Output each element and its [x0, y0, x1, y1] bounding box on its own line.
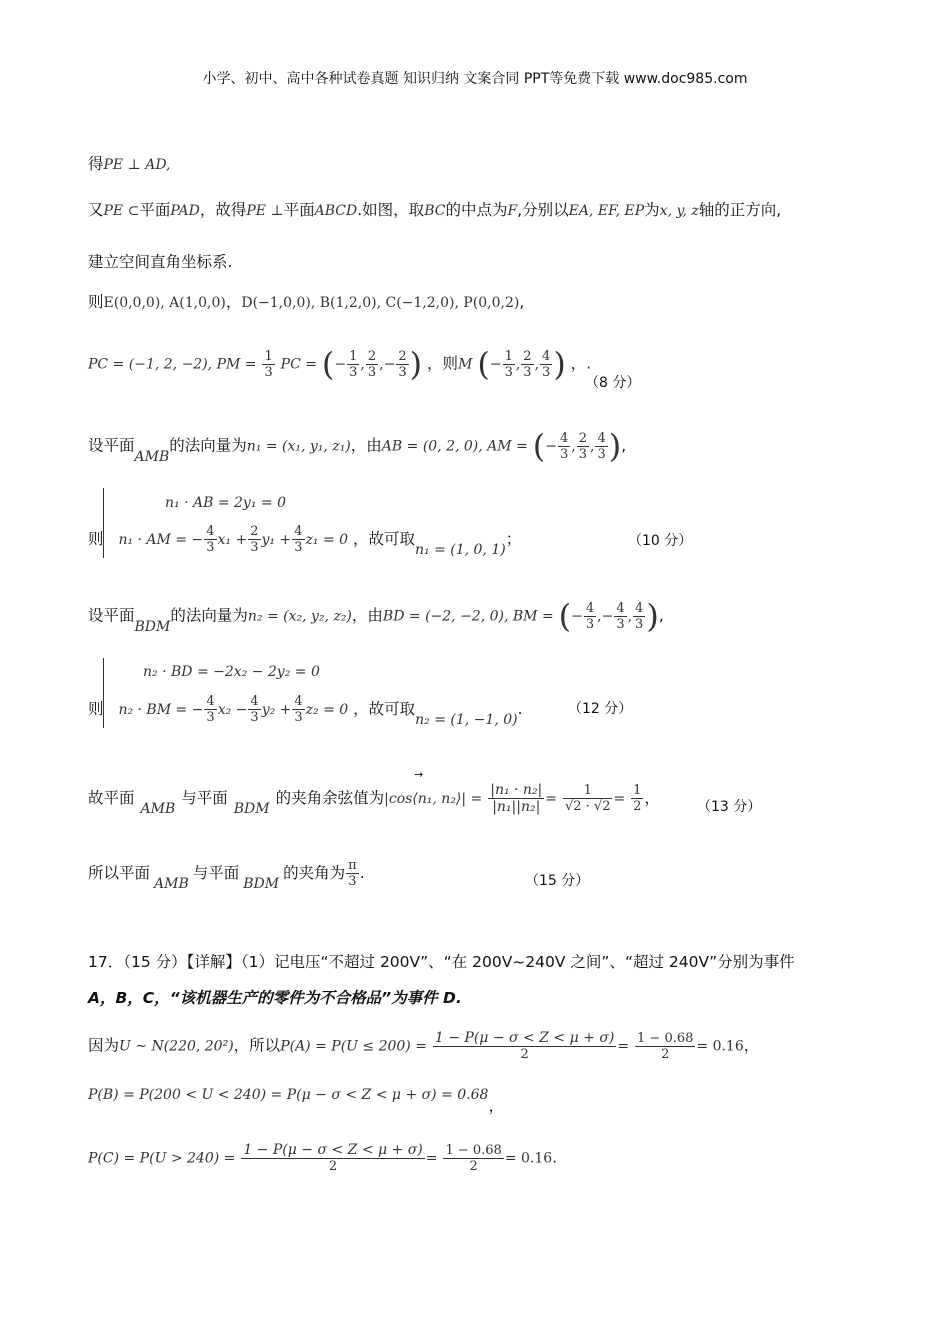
line-system-bdm: 则 n₂ · BM = − $\frac{4}{3}$ x₂ − $\frac{4}{3}$ y₂ + $\frac{4}{3}$ z₂ = 0 ，故可取n₂ = (1, −1, 0).	[88, 694, 523, 728]
text: 则	[88, 293, 104, 311]
line-problem-17: 17．（15 分）【详解】（1）记电压“不超过 200V”、“在 200V~240V 之间”、“超过 240V”分别为事件	[88, 953, 795, 971]
line-system-amb: 则 n₁ · AM = − $\frac{4}{3}$ x₁ + $\frac{2}{3}$ y₁ + $\frac{4}{3}$ z₁ = 0 ，故可取n₁ = (1, 0, 1)；	[88, 524, 522, 558]
text: 设平面	[88, 436, 135, 455]
math: PE ⊂	[103, 203, 140, 219]
line-plane-amb-normal: 设平面AMB的法向量为n₁ = (x₁, y₁, z₁)，由AB = (0, 2, 0), AM = (− $\frac{4}{3}$ , $\frac{2}{3}$ , $\frac{4}{3}$ ),	[88, 427, 627, 465]
text: 又	[88, 201, 104, 219]
line-pb: P(B) = P(200 < U < 240) = P(μ − σ < Z < μ + σ) = 0.68，	[88, 1087, 504, 1115]
line-plane-bdm-normal: 设平面BDM的法向量为n₂ = (x₂, y₂, z₂)，由BD = (−2, −2, 0), BM = (− $\frac{4}{3}$ ,− $\frac{4}{3}$ , $\frac{4}{3}$ ),	[88, 597, 664, 635]
text: ，由	[351, 606, 383, 625]
line-cosine: 故平面AMB与平面BDM的夹角余弦值为|cos⟨n₁, n₂⟩| = $\frac{\text{|n₁ · n₂|}}{\text{|n₁||n₂|}}$ = $\frac{1}{√2 \cdot √2}$ = $\frac{1}{2}$ ，	[88, 782, 660, 817]
math: n₂ = (x₂, y₂, z₂)	[247, 608, 352, 625]
score-15: （15 分）	[525, 873, 590, 889]
text: 所以平面	[88, 864, 151, 882]
text: 的法向量为	[170, 606, 248, 625]
page-header: 小学、初中、高中各种试卷真题 知识归纳 文案合同 PPT等免费下载 www.doc985.com	[202, 71, 748, 87]
line-coordinate-setup	[88, 198, 781, 220]
vector-arrow: →	[414, 768, 424, 781]
score-12: （12 分）	[568, 701, 633, 717]
math: AMB	[134, 448, 170, 465]
math: BDM	[243, 876, 280, 892]
math: ABCD	[314, 203, 358, 219]
math: n₁ = (1, 0, 1)	[414, 542, 506, 558]
math: D(−1,0,0), B(1,2,0), C(−1,2,0), P(0,0,2)	[241, 295, 520, 311]
text: ,分别以	[517, 201, 569, 219]
text: 平面	[139, 201, 171, 219]
math: F	[507, 203, 518, 219]
text: ，.	[570, 354, 592, 373]
text: ，	[225, 293, 242, 311]
text: 故平面	[88, 789, 135, 807]
math: n₁ = (x₁, y₁, z₁)	[246, 438, 351, 455]
text: 与平面	[192, 864, 240, 882]
math: PE ⊥ AD,	[103, 157, 171, 173]
text: ，则	[427, 354, 459, 373]
math: AMB	[140, 801, 176, 817]
math: PC = (−1, 2, −2), PM =	[88, 356, 257, 373]
text: 的夹角为	[283, 864, 346, 882]
line-pa: 因为U ~ N(220, 20²)，所以P(A) = P(U ≤ 200) = $\frac{1 - P(\mu - \sigma < Z < \mu + \sigma)}{2}$ = $\frac{1 - 0.68}{2}$ = 0.16，	[88, 1030, 760, 1062]
line-angle: 所以平面AMB与平面BDM的夹角为 $\frac{\pi}{3}$ .	[88, 858, 365, 892]
math: BC	[424, 203, 446, 219]
score-8: （8 分）	[585, 375, 641, 391]
math: U ~ N(220, 20²)	[119, 1038, 234, 1055]
fraction: $\frac{\text{|n₁ · n₂|}}{\text{|n₁||n₂|}}$	[490, 782, 543, 815]
math: BDM	[134, 618, 171, 635]
text: 的夹角余弦值为	[275, 789, 385, 807]
math: BD = (−2, −2, 0), BM =	[382, 608, 554, 625]
text: 则	[88, 530, 104, 548]
score-13: （13 分）	[697, 799, 762, 815]
equation-row: n₁ · AB = 2y₁ = 0	[165, 495, 286, 511]
math: PAD	[170, 203, 200, 219]
text: ，由	[350, 436, 382, 455]
math: BDM	[233, 801, 270, 817]
math: AMB	[154, 876, 189, 892]
text: ，故可取	[352, 530, 415, 548]
score-10: （10 分）	[628, 533, 693, 549]
text: 的中点为	[445, 201, 508, 219]
math: P(C) = P(U > 240) =	[88, 1150, 236, 1167]
math: P(B) = P(200 < U < 240) = P(μ − σ < Z < μ + σ) = 0.68	[88, 1087, 489, 1103]
math: PC =	[280, 356, 317, 373]
math: PE ⊥	[246, 203, 284, 219]
math: n₂ = (1, −1, 0)	[415, 712, 518, 728]
math: AB = (0, 2, 0), AM =	[381, 438, 528, 455]
text: ，故得	[199, 201, 247, 219]
math: |cos⟨n₁, n₂⟩| =	[384, 791, 483, 807]
equation-row: n₂ · BD = −2x₂ − 2y₂ = 0	[143, 664, 320, 680]
fraction: $\frac{1}{3}$	[264, 348, 273, 380]
text: ，故可取	[353, 700, 416, 718]
line-pc: P(C) = P(U > 240) = $\frac{1 - P(\mu - \sigma < Z < \mu + \sigma)}{2}$ = $\frac{1 - 0.68}{2}$ = 0.16.	[88, 1142, 558, 1174]
text: 平面	[283, 201, 315, 219]
math: E(0,0,0), A(1,0,0)	[103, 295, 226, 311]
math: EA, EF, EP	[568, 203, 645, 219]
text: 则	[88, 700, 104, 718]
text: ，所以	[233, 1036, 281, 1055]
text: 与平面	[181, 789, 228, 807]
text: .如图，取	[357, 201, 425, 219]
text: 轴的正方向,	[698, 201, 782, 219]
text: 的法向量为	[169, 436, 247, 455]
line-coordinates	[88, 290, 524, 312]
line-pe-perp-ad	[88, 152, 171, 174]
text: 得	[88, 155, 104, 173]
line-events: A，B，C，“该机器生产的零件为不合格品”为事件 D.	[88, 989, 462, 1007]
math: M	[458, 356, 473, 373]
line-build-system: 建立空间直角坐标系.	[88, 253, 233, 271]
line-pc-pm: PC = (−1, 2, −2), PM = $\frac{1}{3}$ PC = (− $\frac{1}{3}$ , $\frac{2}{3}$ ,− $\frac{2}{3}$ ) ，则M (− $\frac{1}{3}$ , $\frac{2}{3}$ , $\frac{4}{3}$ ) ，.	[88, 345, 592, 383]
text: 为	[644, 201, 660, 219]
math: P(A) = P(U ≤ 200) =	[280, 1038, 427, 1055]
text: 因为	[88, 1036, 120, 1055]
math: x, y, z	[659, 203, 699, 219]
text: ,	[519, 293, 525, 311]
text: 设平面	[88, 606, 135, 625]
